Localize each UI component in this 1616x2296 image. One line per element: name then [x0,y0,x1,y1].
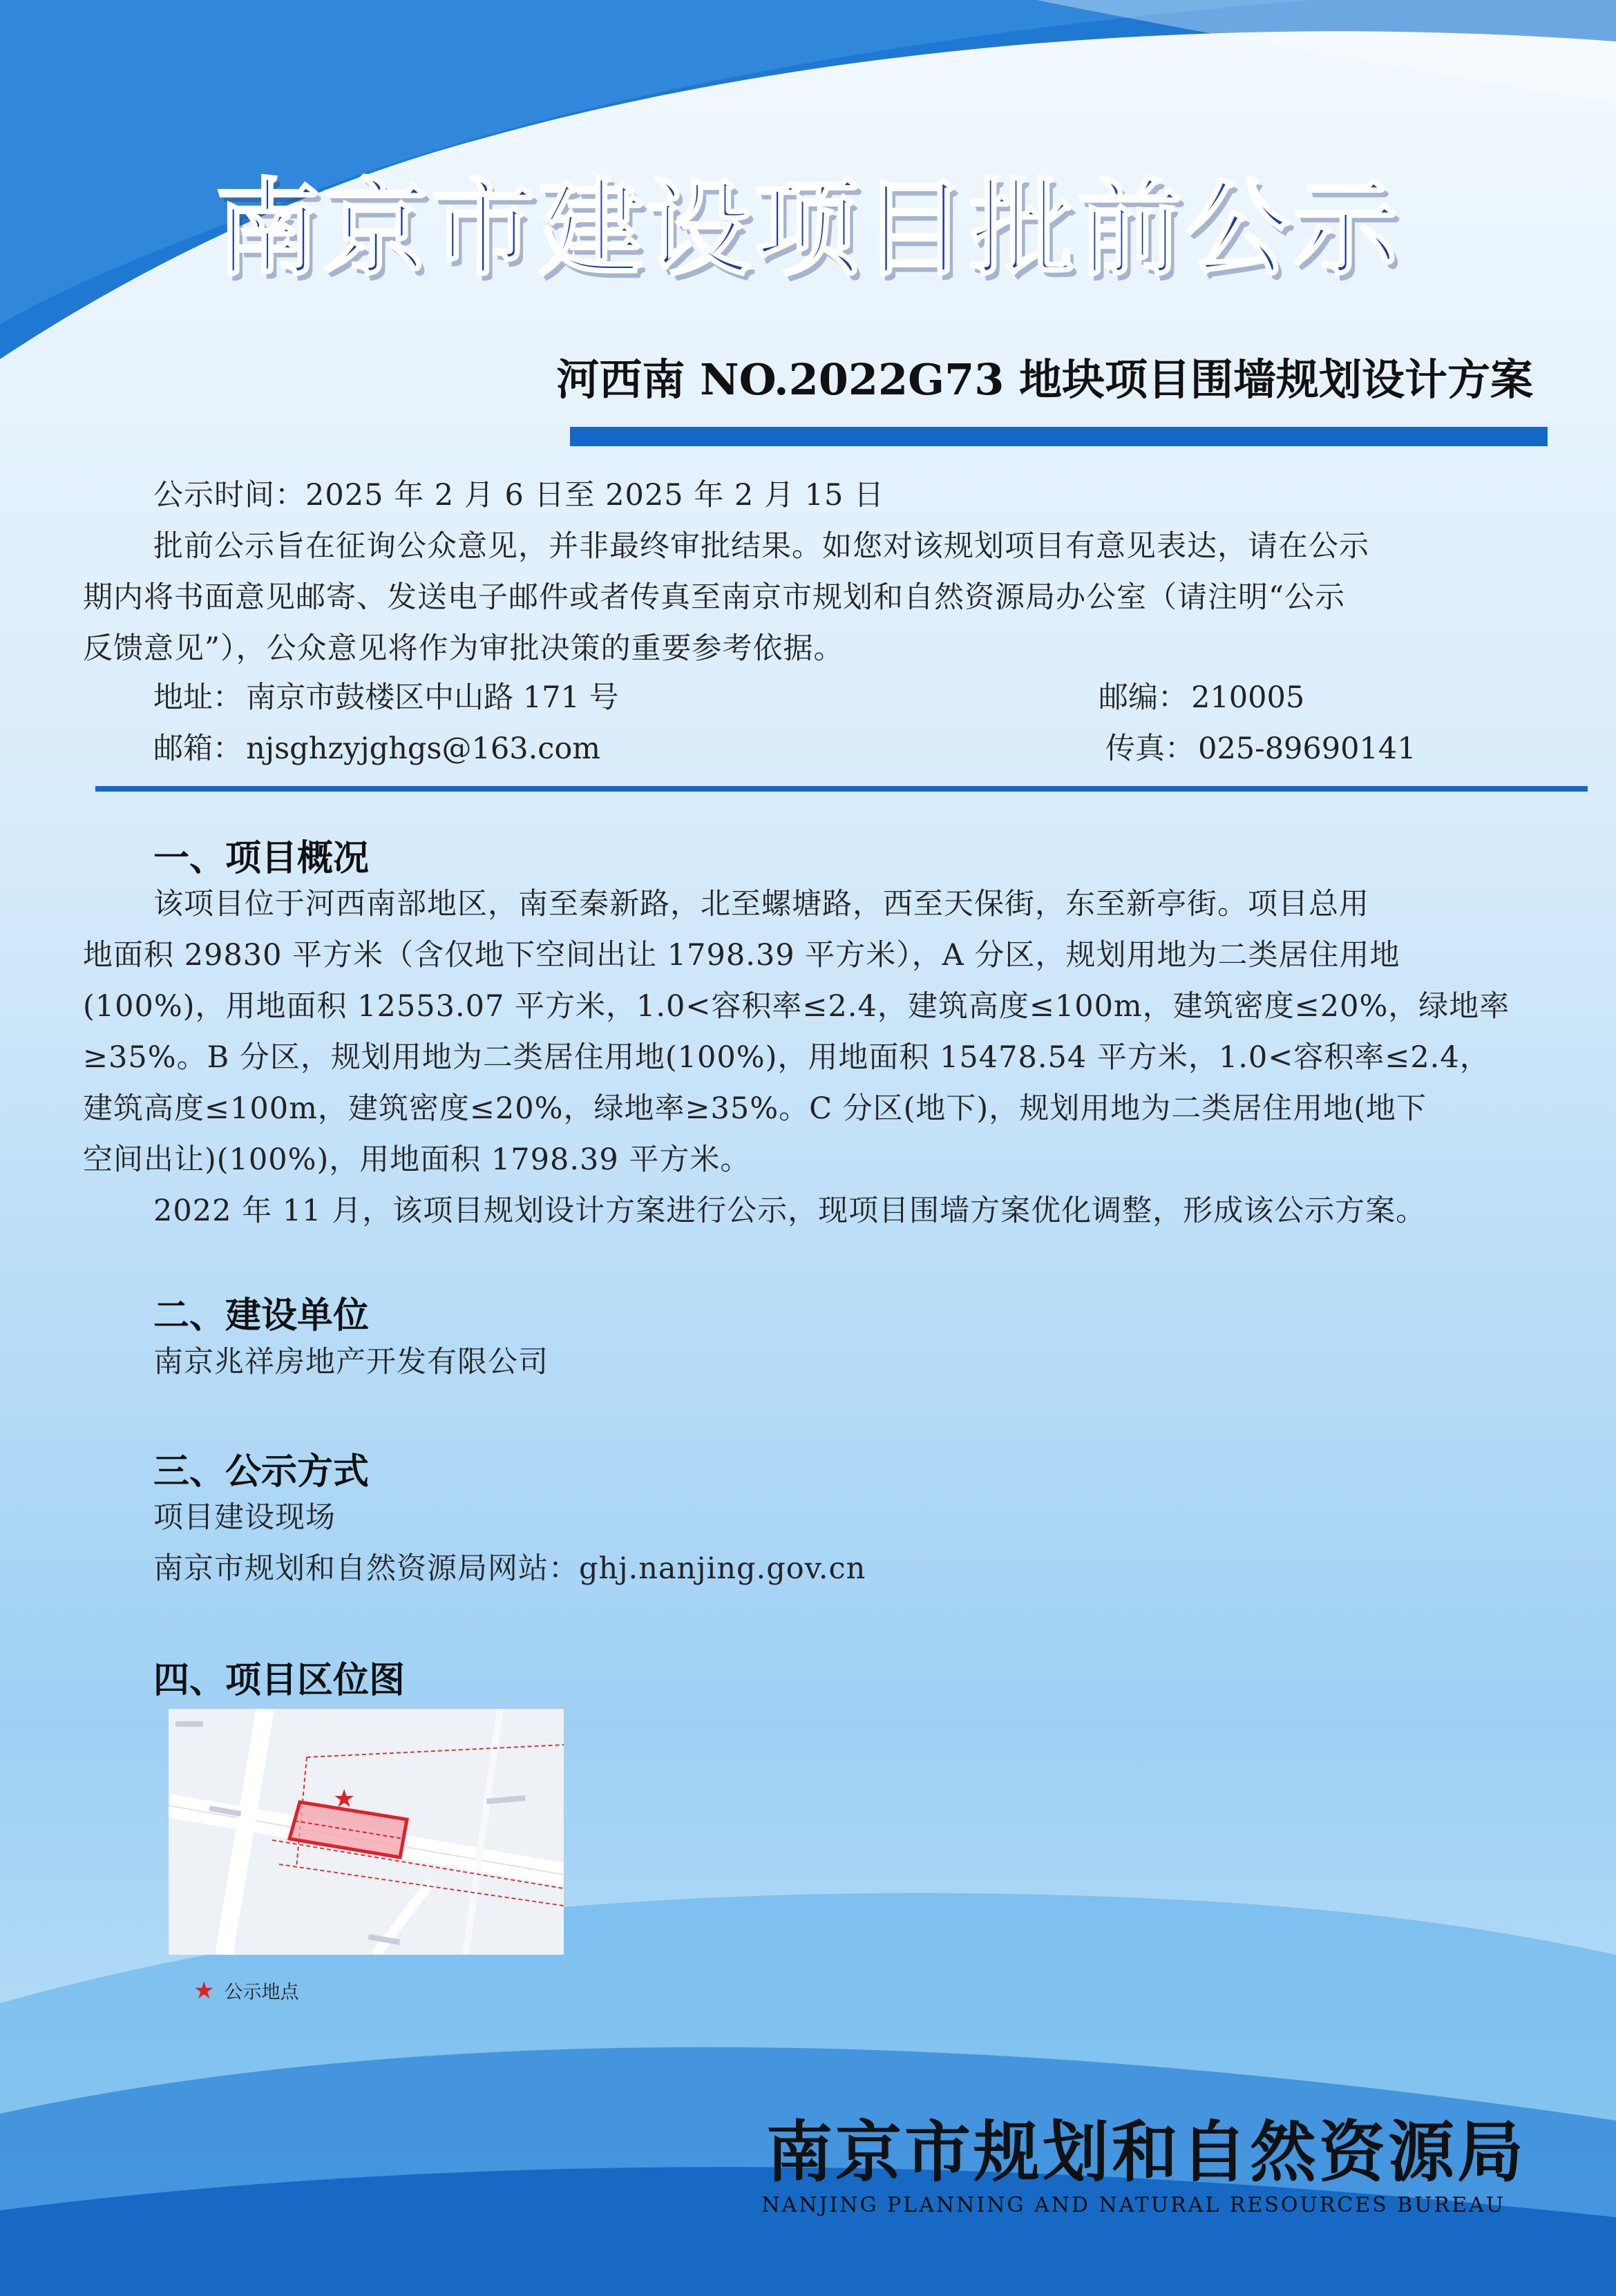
notice-period: 公示时间：2025 年 2 月 6 日至 2025 年 2 月 15 日 [153,478,885,513]
notice-intro-line-3: 反馈意见”），公众意见将作为审批决策的重要参考依据。 [83,631,844,666]
project-subtitle: 河西南 NO.2022G73 地块项目围墙规划设计方案 [556,354,1533,405]
publicity-site: 项目建设现场 [153,1500,336,1535]
location-map [169,1709,564,1955]
email-value[interactable]: njsghzyjghgs@163.com [246,731,600,766]
fax-value: 025-89690141 [1198,731,1416,766]
section-1-line: (100%)，用地面积 12553.07 平方米，1.0<容积率≤2.4，建筑高度≤100m，建筑密度≤20%，绿地率 [83,989,1510,1024]
section-1-line: 2022 年 11 月，该项目规划设计方案进行公示，现项目围墙方案优化调整，形成该公示方案。 [153,1194,1427,1228]
fax-label: 传真： [1105,731,1195,766]
section-3-heading: 三、公示方式 [153,1451,370,1493]
title-underline-bar [570,427,1548,446]
section-1-line: 地面积 29830 平方米（含仅地下空间出让 1798.39 平方米），A 分区，规划用地为二类居住用地 [83,938,1400,973]
publicity-website[interactable]: 南京市规划和自然资源局网站：ghj.nanjing.gov.cn [153,1551,866,1586]
section-1-line: 该项目位于河西南部地区，南至秦新路，北至螺塘路，西至天保街，东至新亭街。项目总用 [153,887,1369,921]
address-row [153,674,619,716]
notice-intro-line-2: 期内将书面意见邮寄、发送电子邮件或者传真至南京市规划和自然资源局办公室（请注明“公示 [83,580,1345,615]
postcode-row [1099,674,1304,716]
address-label: 地址： [153,680,243,715]
address-value: 南京市鼓楼区中山路 171 号 [246,680,619,715]
section-4-heading: 四、项目区位图 [153,1660,406,1701]
section-1-heading: 一、项目概况 [153,838,370,879]
map-legend [193,1977,298,2005]
developer-name: 南京兆祥房地产开发有限公司 [153,1345,549,1379]
organization-name-english: NANJING PLANNING AND NATURAL RESOURCES BUREAU [761,2193,1505,2217]
svg-text:★: ★ [333,1785,356,1813]
location-map-graphic [169,1709,564,1955]
legend-label: 公示地点 [224,1982,299,2003]
email-row [153,725,600,767]
section-divider [95,786,1588,792]
email-label: 邮箱： [153,731,243,766]
postcode-label: 邮编： [1099,680,1188,715]
section-1-line: ≥35%。B 分区，规划用地为二类居住用地(100%)，用地面积 15478.54 平方米，1.0<容积率≤2.4， [83,1040,1490,1075]
section-2-heading: 二、建设单位 [153,1295,370,1337]
fax-row [1105,725,1416,767]
notice-intro-line-1: 批前公示旨在征询公众意见，并非最终审批结果。如您对该规划项目有意见表达，请在公示 [153,529,1369,564]
star-icon: ★ [193,1977,215,2005]
page-title: 南京市建设项目批前公示 [215,168,1401,290]
organization-name: 南京市规划和自然资源局 [766,2113,1526,2191]
section-1-line: 建筑高度≤100m，建筑密度≤20%，绿地率≥35%。C 分区(地下)，规划用地为二类居住用地(地下 [83,1091,1427,1126]
section-1-line: 空间出让)(100%)，用地面积 1798.39 平方米。 [83,1142,751,1177]
postcode-value: 210005 [1191,680,1305,715]
